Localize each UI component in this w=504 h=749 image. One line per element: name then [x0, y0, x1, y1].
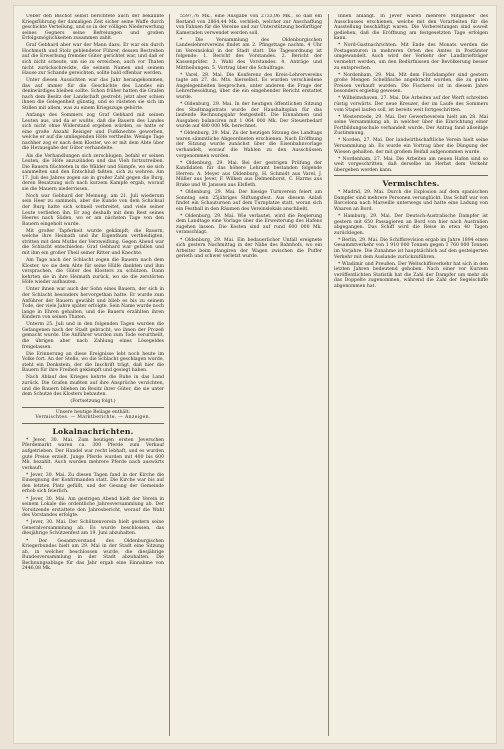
- news-item: * Varel, 28. Mai. Die Konferenz des Kreis-Lehrervereins tagte am 27. ds. Mts. hierselbst. Es wurden verschiedene Angelegenheiten besprochen, unter anderen die Frage der Lehrerbesoldung, über die ein eingehender Bericht erstattet wurde.: [176, 72, 322, 100]
- news-item: * Jever, 30. Mai. Zu diesen Tagen fand in der Kirche die Einsegnung der Konfirmanden statt. Die Kirche war bis auf den letzten Platz gefüllt, und der Gesang der Gemeinde erhob sich feierlich.: [22, 472, 164, 495]
- news-item: * Westerstede, 29. Mai. Der Gewerbeverein hielt am 28. Mai seine Versammlung ab, in welcher über die Einrichtung einer Fortbildungsschule verhandelt wurde. Der Antrag fand allseitige Zustimmung.: [334, 114, 488, 137]
- news-item: * Oldenburg, 29. Mai. In der heutigen öffentlichen Sitzung des Stadtmagistrats wurde der Haushaltsplan für das laufende Rechnungsjahr festgestellt. Die Einnahmen und Ausgaben balanciren mit 1 064 000 Mk. Der Steuerbedarf wurde auf 480 000 Mk. berechnet.: [176, 101, 322, 130]
- news-item: Innen anlangt. In Jever waren mehrere Mitglieder des Ausschusses erschienen, welche mit den Vorarbeiten für die Ausstellung beschäftigt waren. Die Vorbereitungen sind soweit gediehen, daß die Eröffnung am festgesetzten Tage erfolgen kann.: [334, 14, 488, 42]
- news-item: * Nordenham, 27. Mai. Die Arbeiten am neuen Hafen sind so weit vorgeschritten, daß derselbe im Herbst dem Verkehr übergeben werden kann.: [334, 156, 488, 173]
- article-paragraph: Ueber den Bischof selbst berichtete auch der bekannte Kriegsführung der damaligen Zeit sicher seine Waffe durch geschickte Verteilung, und so in der völligen Niederwerfung seines Gegners seine Befreiungen und großen Erfolgsmöglichkeiten zusammen zahlt.: [22, 14, 164, 42]
- article-paragraph: Die Erinnerung an diese Ereignisse lebt noch heute im Volke fort. An der Stelle, wo die Schlacht geschlagen wurde, steht ein Denkstein, der die Inschrift trägt, daß hier die Bauern für ihre Freiheit gekämpft und gesiegt haben.: [22, 351, 164, 374]
- news-item: * Oldenburg, 29. Mai. Der hiesige Turnverein feiert am Sonntag sein 25jähriges Stiftungsfest. Aus diesem Anlaß findet ein Schauturnen auf dem Turnplatze statt, woran sich ein Festball in den Räumen des Vereinslokals anschließt.: [176, 189, 322, 212]
- section-header-local-news: Lokalnachrichten.: [52, 426, 134, 436]
- news-item: * Jever, 30. Mai. Am gestrigen Abend hielt der Verein in seinem Lokale die ordentliche Jahresversammlung ab. Der Vorsitzende erstattete den Jahresbericht, worauf die Wahl des Vorstandes erfolgte.: [22, 496, 164, 519]
- news-item: * Die Versammlung des Oldenburgischen Landeslehrervereins findet am 2. Pfingsttage nachm. 4 Uhr im Vereinslokal in der Stadt statt. Die Tagesordnung ist folgende: 1. Bericht des Vorstandes. 2. Bericht der Kassenprüfer. 3. Wahl des Vorstandes. 4. Anträge und Mittheilungen. 5. Vortrag über die Schulfrage.: [176, 37, 322, 71]
- divider: [22, 423, 164, 424]
- article-paragraph: Unter ihnen war auch der Sohn eines Bauern, der sich in der Schlacht besonders hervorgethan hatte. Er wurde zum Anführer der Bauern gewählt und blieb es bis zu seinem Tode, der viele Jahre später erfolgte. Sein Name wurde noch lange in Ehren gehalten, und die Bauern erzählten ihren Kindern von seinen Thaten.: [22, 287, 164, 321]
- column-rule: [169, 14, 170, 736]
- news-item: * Berlin, 29. Mai. Die Schiffsrevision ergab im Jahre 1894 einen Gesammtverkehr von 1 910 000 Tonnen gegen 1 760 000 Tonnen im Vorjahre. Die Zunahme ist hauptsächlich auf den gesteigerten Verkehr mit dem Auslande zurückzuführen.: [334, 237, 488, 260]
- column-left: [22, 14, 164, 740]
- news-item: * Oldenburg, 29. Mai. Zu der heutigen Sitzung des Landtags waren sämmtliche Abgeordneten erschienen. Nach Eröffnung der Sitzung wurde zunächst über die Eisenbahnvorlage verhandelt, worauf die Wahlen zu den Ausschüssen vorgenommen wurden.: [176, 131, 322, 159]
- supplement-note: Unsere heutige Beilage enthält:: [55, 409, 131, 415]
- news-item: * Madrid, 29. Mai. Durch die Explosion auf dem spanischen Dampfer sind mehrere Personen verunglückt. Das Schiff war von Barcelona nach Marseille unterwegs und hatte eine Ladung von Waaren an Bord.: [334, 190, 488, 212]
- article-paragraph: Unterm 25. Juli und in den folgenden Tagen wurden die Gefangenen nach der Stadt gebracht, wo ihnen der Prozeß gemacht wurde. Die Anführer wurden zum Tode verurtheilt, die übrigen aber nach Zahlung eines Lösegeldes freigelassen.: [22, 322, 164, 350]
- column-middle: [176, 14, 322, 740]
- divider: [22, 407, 164, 408]
- news-item: * Wilhelmshaven, 27. Mai. Die Arbeiten auf der Werft schreiten rüstig vorwärts. Der neue Kreuzer, der im Laufe des Sommers vom Stapel laufen soll, ist bereits weit fortgeschritten.: [334, 96, 488, 113]
- news-item: * Jever, 30. Mai. Der Schützenverein hielt gestern seine Generalversammlung ab. Es wurde beschlossen, das diesjährige Schützenfest am 19. Juni abzuhalten.: [22, 520, 164, 537]
- continued-note: (Fortsetzung folgt.): [70, 399, 116, 405]
- news-item: * Nord-Gastnachrichten. Mit Ende des Monats werden die Postagenturen in mehreren Orten des Amtes in Postämter umgewandelt. Auch wird der Verkehr der Landbriefträger vermehrt werden, um den Bedürfnissen der Bevölkerung besser zu entsprechen.: [334, 43, 488, 71]
- supplement-sections: Vermischtes. — Marktberichte. — Anzeigen.: [35, 415, 151, 421]
- article-paragraph: Graf Gebhard aber war der Mann dazu. Er war ein durch Hochmuth und Stolz geblendeter Führer, dessen Bestreben auf die Erwerbung fremder Güter gerichtet war, und daß er sich nicht scheute, um sie zu erreichen, auch vor Thaten nicht zurückschreckte, die seinem Namen und seinem Hause zur Schande gereichten, sollte bald offenbar werden.: [22, 43, 164, 77]
- news-item: * Hamburg, 29. Mai. Der Deutsch-Australische Dampfer ist gestern mit 650 Passagieren an Bord von hier nach Australien abgegangen. Das Schiff wird die Reise in etwa 40 Tagen zurücklegen.: [334, 214, 488, 236]
- article-paragraph: Unter diesen Aussichten war das Jahr herangekommen, das auf immer für die Geschichte des Landes ein denkwürdiges bleiben sollte. Schon früher hatten die Grafen nach dem Besitz der Landschaft gestrebt; jetzt aber schien ihnen die Gelegenheit günstig, und so rüsteten sie sich im Stillen mit allem, was zu einem Kriegszuge gehörte.: [22, 78, 164, 111]
- article-paragraph: Noch war Gebhard der Meinung, am 21. Juli wiederum sein Heer zu sammeln, aber die Kunde von dem Schicksal der Burg hatte sich schnell verbreitet, und viele seiner Leute verließen ihn. Er zog deshalb mit dem Rest seines Heeres nach Süden, wo er am nächsten Tage von den Bauern eingeholt wurde.: [22, 193, 164, 227]
- article-paragraph: Anfangs des Sommers zog Graf Gebhard mit seinen Leuten aus, und da er wußte, daß die Bauern des Landes sich nicht ohne Widerstand ergeben würden, so hatte er eine große Anzahl Reisiger und Fußknechte geworben, welche er auf die umliegenden Höfe vertheilte. Wenige Tage nachher zog er nach dem Kloster, wo er mit dem Abte über die Herausgabe der Güter verhandelte.: [22, 113, 164, 152]
- news-item: * Jever, 30. Mai. Zum heutigen ersten Jeverschen Pferdemarkt waren ca. 300 Pferde zum Verkauf aufgetrieben. Der Handel war recht lebhaft, und es wurden gute Preise erzielt. Junge Pferde wurden mit 400 bis 600 Mk. bezahlt. Auch wurden mehrere Pferde nach auswärts verkauft.: [22, 437, 164, 471]
- column-rule: [328, 14, 329, 736]
- article-paragraph: Mit großer Tapferkeit wurde gekämpft; die Bauern, welche ihre Heimath und ihr Eigenthum vertheidigten, stritten mit dem Muthe der Verzweiflung. Gegen Abend war die Schlacht entschieden: Graf Gebhard war gefallen und mit ihm ein großer Theil seiner Ritter und Knechte.: [22, 228, 164, 256]
- news-item: * Der Gesamtvorstand des Oldenburgischen Kriegerbundes hielt am 29. Mai in der Stadt eine Sitzung ab, in welcher beschlossen wurde, die diesjährige Bundesversammlung in der Stadt abzuhalten. Die Rechnungsablage für das Jahr ergab eine Einnahme von 2446,08 Mk.: [22, 538, 164, 572]
- news-item: * Oldenburg, 29. Mai. Ein bedauerlicher Unfall ereignete sich gestern Nachmittag in der Nähe des Bahnhofs, wo ein Arbeiter beim Rangiren der Wagen zwischen die Puffer gerieth und schwer verletzt wurde.: [176, 237, 322, 260]
- article-paragraph: Als die Verhandlungen sich zerschlugen, befahl er seinen Leuten, die Höfe anzuzünden und das Vieh fortzutreiben. Die Bauern flüchteten in die Wälder und Sümpfe, wo sie sich sammelten und den Entschluß faßten, sich zu wehren. Am 17. Juli des Jahres zogen sie in großer Zahl gegen die Burg, deren Besatzung sich nach kurzem Kampfe ergab, worauf sie die Mauern niederrissen.: [22, 153, 164, 192]
- news-item: * Oldenburg, 29. Mai. Wie verlautet, wird die Regierung dem Landtage eine Vorlage über die Erweiterung des Hafens zugehen lassen. Die Kosten sind auf rund 600 000 Mk. veranschlagt.: [176, 213, 322, 236]
- news-item: * Oldenburg, 29. Mai. Bei der gestrigen Prüfung der Kandidaten für das höhere Lehramt bestanden folgende Herren: A. Meyer aus Oldenburg, H. Schmidt aus Varel, J. Müller aus Jever, F. Wilken aus Delmenhorst, C. Harms aus Brake und W. Janssen aus Elsfleth.: [176, 160, 322, 188]
- divider: [334, 175, 488, 176]
- section-header-miscellaneous: Vermischtes.: [382, 179, 440, 189]
- article-paragraph: Nach Ablauf des Krieges kehrte die Ruhe in das Land zurück. Die Grafen mußten auf ihre Ansprüche verzichten, und die Bauern blieben im Besitz ihrer Güter, die sie unter dem Schutze des Klosters bebauten.: [22, 375, 164, 398]
- article-paragraph: Am Tage nach der Schlacht zogen die Bauern nach dem Kloster, wo sie dem Abte für seine Hülfe dankten und ihm versprachen, die Güter des Klosters zu schützen. Dann kehrten sie in ihre Heimath zurück, wo sie die zerstörten Höfe wieder aufbauten.: [22, 258, 164, 286]
- column-right: [334, 14, 488, 740]
- news-item: * Norden, 27. Mai. Der landwirthschaftliche Verein hielt seine Versammlung ab. Es wurde ein Vortrag über die Düngung der Wiesen gehalten, der mit großem Beifall aufgenommen wurde.: [334, 138, 488, 155]
- news-item: * Wladimir und Preußen. Der Weltschiffsverkehr hat sich in den letzten Jahren bedeutend gehoben. Nach einer vor Kurzem veröffentlichten Statistik hat die Zahl der Dampfer um mehr als das Doppelte zugenommen, während die Zahl der Segelschiffe abgenommen hat.: [334, 261, 488, 289]
- newspaper-page: [14, 6, 496, 743]
- news-item: * Nordenham, 29. Mai. Mit dem Fischdampfer sind gestern große Mengen Schellfische angebracht worden, die zu guten Preisen verkauft wurden. Die Fischerei ist in diesem Jahre besonders ergiebig gewesen.: [334, 72, 488, 95]
- news-item: 5597,76 Mk., eine Ausgabe von 2733,06 Mk., so daß ein Bestand von 2864,44 Mk. verblieb, welcher zur Anschaffung von Fahnen für die Vereine und zur Unterstützung bedürftiger Kameraden verwendet werden soll.: [176, 14, 322, 36]
